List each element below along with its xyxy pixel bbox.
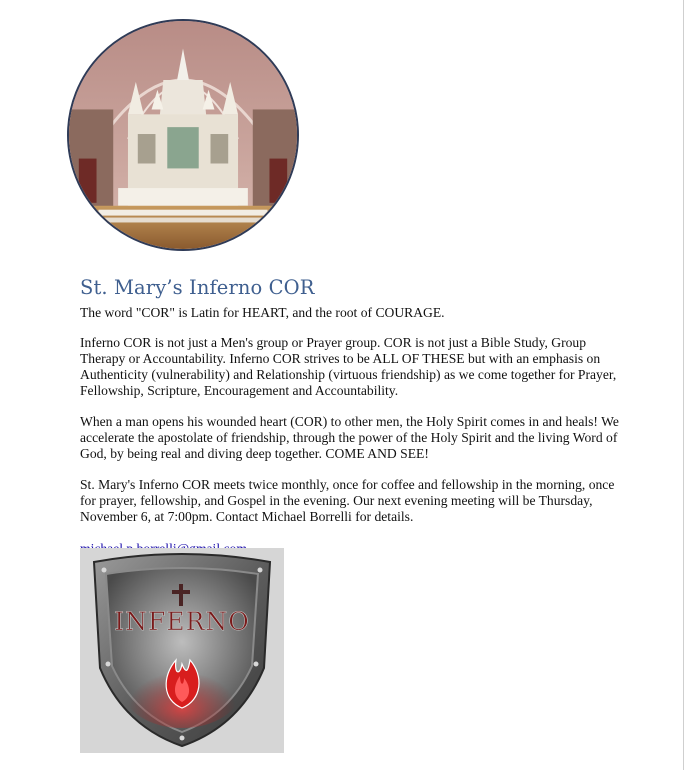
svg-text:INFERNO: INFERNO: [114, 607, 250, 636]
article-content: [80, 276, 625, 558]
mission-paragraph: When a man opens his wounded heart (COR) to other men, the Holy Spirit comes in and heals! We accelerate the apostolate of friendship, through the power of the Holy Spirit and the living Word of God, by being real and diving deep together. COME AND SEE!: [80, 414, 619, 461]
inferno-shield-logo: [80, 548, 284, 753]
intro-paragraph: The word "COR" is Latin for HEART, and the root of COURAGE.: [80, 305, 445, 320]
page-title: St. Mary’s Inferno COR: [80, 276, 315, 299]
meeting-paragraph: St. Mary's Inferno COR meets twice monthly, once for coffee and fellowship in the morning, once for prayer, fellowship, and Gospel in the evening. Our next evening meeting will be Thursday, November 6, at 7:00pm. Contact Michael Borrelli for details.: [80, 477, 615, 524]
church-altar-photo: [67, 19, 299, 251]
page-right-border: [683, 0, 684, 770]
description-paragraph: Inferno COR is not just a Men's group or Prayer group. COR is not just a Bible Study, Group Therapy or Accountability. Inferno COR strives to be ALL OF THESE but with an emphasis on Authenticity (vulnerability) and Relationship (virtuous friendship) as we come together for Prayer, Fellowship, Scripture, Encouragement and Accountability.: [80, 335, 617, 398]
